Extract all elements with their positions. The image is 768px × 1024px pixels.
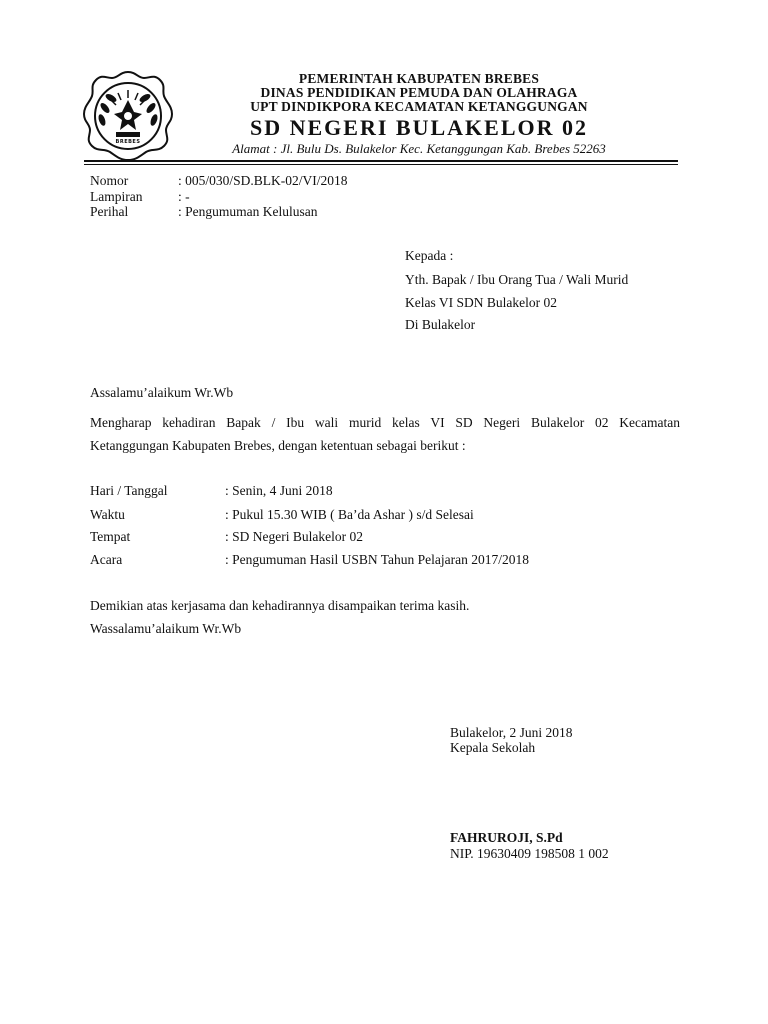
detail-value: : Pukul 15.30 WIB ( Ba’da Ashar ) s/d Selesai: [225, 507, 474, 522]
recipient-line-3: Di Bulakelor: [405, 317, 476, 332]
lampiran-value: : -: [178, 189, 190, 204]
signature-title: Kepala Sekolah: [450, 740, 536, 755]
letterhead-government: PEMERINTAH KABUPATEN BREBES: [298, 71, 540, 86]
letterhead-divider-thick: [84, 160, 678, 162]
detail-label: Hari / Tanggal: [90, 483, 168, 498]
detail-value: : SD Negeri Bulakelor 02: [225, 529, 363, 544]
salutation: Assalamu’alaikum Wr.Wb: [90, 385, 234, 400]
detail-value: : Pengumuman Hasil USBN Tahun Pelajaran 2017/2018: [225, 552, 530, 567]
signature-name: FAHRUROJI, S.Pd: [450, 830, 563, 845]
lampiran-label: Lampiran: [90, 189, 143, 204]
recipient-line-1: Yth. Bapak / Ibu Orang Tua / Wali Murid: [405, 272, 629, 287]
recipient-kepada: Kepada :: [405, 248, 454, 263]
letterhead-divider-thin: [84, 164, 678, 165]
detail-value: : Senin, 4 Juni 2018: [225, 483, 333, 498]
letterhead-school-name: SD NEGERI BULAKELOR 02: [249, 115, 588, 140]
closing-salutation: Wassalamu’alaikum Wr.Wb: [90, 621, 242, 636]
perihal-value: : Pengumuman Kelulusan: [178, 204, 318, 219]
logo-caption: BREBES: [115, 139, 141, 145]
detail-label: Tempat: [90, 529, 131, 544]
closing-sentence: Demikian atas kerjasama dan kehadirannya disampaikan terima kasih.: [90, 598, 470, 613]
perihal-label: Perihal: [90, 204, 129, 219]
nomor-value: : 005/030/SD.BLK-02/VI/2018: [178, 173, 348, 188]
signature-place-date: Bulakelor, 2 Juni 2018: [450, 725, 573, 740]
signature-nip: NIP. 19630409 198508 1 002: [450, 846, 609, 861]
intro-paragraph-line-1: Mengharap kehadiran Bapak / Ibu wali murid kelas VI SD Negeri Bulakelor 02 Kecamatan: [90, 415, 680, 430]
intro-paragraph-line-2: Ketanggungan Kabupaten Brebes, dengan ketentuan sebagai berikut :: [90, 438, 466, 453]
detail-label: Acara: [90, 552, 123, 567]
school-logo: [80, 68, 176, 164]
letterhead-address: Alamat : Jl. Bulu Ds. Bulakelor Kec. Ketanggungan Kab. Brebes 52263: [232, 141, 606, 156]
letterhead-department: DINAS PENDIDIKAN PEMUDA DAN OLAHRAGA: [260, 85, 578, 100]
nomor-label: Nomor: [90, 173, 129, 188]
letterhead-unit: UPT DINDIKPORA KECAMATAN KETANGGUNGAN: [250, 99, 588, 114]
recipient-line-2: Kelas VI SDN Bulakelor 02: [405, 295, 557, 310]
detail-label: Waktu: [90, 507, 125, 522]
